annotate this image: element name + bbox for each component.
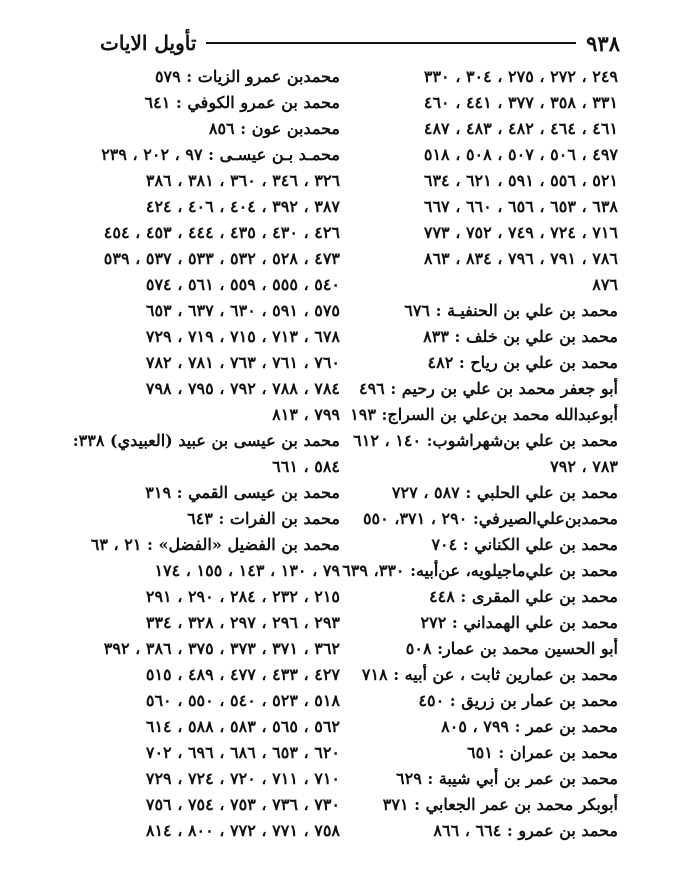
index-entry-line: ٧٩٩ ، ٨١٣ [272, 405, 340, 424]
index-entry-line: محمد بن عمارين ثابت ، عن أبيه : ٧١٨ [361, 665, 618, 684]
index-entry-line: محمد بن الفرات : ٦٤٣ [187, 509, 340, 528]
index-entry-line: ٧١٠ ، ٧١١ ، ٧٢٠ ، ٧٢٤ ، ٧٢٩ [145, 769, 340, 788]
index-entry-line: ٢٤٩ ، ٢٧٢ ، ٢٧٥ ، ٣٠٤ ، ٣٣٠ [423, 67, 618, 86]
page-number: ٩٣٨ [586, 30, 620, 56]
index-entry-line: ٤٢٧ ، ٤٣٣ ، ٤٧٧ ، ٤٨٩ ، ٥١٥ [145, 665, 340, 684]
index-entry-line: ٧١٦ ، ٧٢٤ ، ٧٤٩ ، ٧٥٢ ، ٧٧٣ [423, 223, 618, 242]
index-entry-line: محمد بن عمار بن زريق : ٤٥٠ [418, 691, 618, 710]
header-rule [206, 42, 576, 44]
index-entry-line: محمد بن علي المقرى : ٤٤٨ [429, 587, 618, 606]
index-entry-line: محمد بن علي بن‌شهراشوب: ١٤٠ ، ٦١٢ [353, 431, 618, 450]
index-entry-line: ٣٣١ ، ٣٥٨ ، ٣٧٧ ، ٤٤١ ، ٤٦٠ [423, 93, 618, 112]
index-entry-line: ٦٢٠ ، ٦٥٣ ، ٦٨٦ ، ٦٩٦ ، ٧٠٢ [145, 743, 340, 762]
index-column-right [342, 64, 618, 844]
index-entry-line: أبوعبدالله محمد بن‌علي بن السراج: ١٩٣ [350, 405, 618, 424]
index-entry-line: ٤٢٦ ، ٤٣٠ ، ٤٣٥ ، ٤٤٤ ، ٤٥٣ ، ٤٥٤ [103, 223, 340, 242]
index-entry-line: ٦٧٨ ، ٧١٣ ، ٧١٥ ، ٧١٩ ، ٧٢٩ [145, 327, 340, 346]
index-entry-line: ٦٣٨ ، ٦٥٣ ، ٦٥٦ ، ٦٦٠ ، ٦٦٧ [423, 197, 618, 216]
index-entry-line: ٥٦٢ ، ٥٦٥ ، ٥٨٣ ، ٥٨٨ ، ٦١٤ [145, 717, 340, 736]
index-entry-line: محمد بن عمر : ٧٩٩ ، ٨٠٥ [441, 717, 618, 736]
index-entry-line: ٥٨٤ ، ٦٦١ [272, 457, 340, 476]
index-entry-line: ٥٢١ ، ٥٥٦ ، ٥٩١ ، ٦٢١ ، ٦٣٤ [423, 171, 618, 190]
index-entry-line: ٤٧٣ ، ٥٢٨ ، ٥٣٢ ، ٥٣٣ ، ٥٣٧ ، ٥٣٩ [103, 249, 340, 268]
index-entry-line: محمدبن عون : ٨٥٦ [208, 119, 340, 138]
index-entry-line: ٤٩٧ ، ٥٠٦ ، ٥٠٧ ، ٥٠٨ ، ٥١٨ [423, 145, 618, 164]
index-entry-line: محمد بن عيسى القمي : ٣١٩ [145, 483, 340, 502]
index-entry-line: محمد بن الفضيل «الفضل» : ٢١ ، ٦٣ [90, 535, 340, 554]
running-title: تأويل الايات [100, 31, 197, 55]
index-entry-line: محمـد بـن عيسـى : ٩٧ ، ٢٠٢ ، ٢٣٩ [101, 145, 340, 164]
index-entry-line: ٣٦٢ ، ٣٧١ ، ٣٧٣ ، ٣٧٥ ، ٣٨٦ ، ٣٩٢ [103, 639, 340, 658]
index-entry-line: محمدبن عمرو الزيات : ٥٧٩ [154, 67, 340, 86]
index-entry-line: ٤٦١ ، ٤٦٤ ، ٤٨٢ ، ٤٨٣ ، ٤٨٧ [423, 119, 618, 138]
index-entry-line: ٢٩٣ ، ٢٩٦ ، ٢٩٧ ، ٣٢٨ ، ٣٣٤ [145, 613, 340, 632]
index-entry-line: محمد بن علي بن خلف : ٨٣٣ [423, 327, 618, 346]
index-entry-line: ٧٨٣ ، ٧٩٢ [550, 457, 618, 476]
index-entry-line: محمد بن علي الهمداني : ٢٧٢ [420, 613, 618, 632]
index-entry-line: ٧٥٨ ، ٧٧١ ، ٧٧٢ ، ٨٠٠ ، ٨١٤ [145, 821, 340, 840]
index-entry-line: محمد بن عيسى بن عبيد (العبيدي) ٣٣٨: [72, 431, 340, 450]
index-column-left [72, 64, 340, 844]
index-entry-line: محمدبن‌علي‌الصيرفي: ٢٩٠ ، ٣٧١، ٥٥٠ [362, 509, 618, 528]
index-entry-line: محمد بن علي الحلبي : ٥٨٧ ، ٧٢٧ [391, 483, 618, 502]
index-entry-line: محمد بن علي الكناني : ٧٠٤ [431, 535, 618, 554]
index-entry-line: محمد بن عمر بن أبي شيبة : ٦٢٩ [396, 769, 618, 788]
index-entry-line: محمد بن علي‌ماجيلويه، عن‌أبيه: ٣٣٠، ٦٣٩ [342, 561, 618, 580]
index-entry-line: ٧٩ ، ١٣٠ ، ١٤٣ ، ١٥٥ ، ١٧٤ [154, 561, 340, 580]
index-entry-line: محمد بن عمرو الكوفي : ٦٤١ [144, 93, 340, 112]
index-entry-line: محمد بن عمرو : ٦٦٤ ، ٨٦٦ [433, 821, 618, 840]
index-entry-line: محمد بن علي بن رياح : ٤٨٢ [427, 353, 618, 372]
index-entry-line: ٧٣٠ ، ٧٣٦ ، ٧٥٣ ، ٧٥٤ ، ٧٥٦ [145, 795, 340, 814]
index-entry-line: ٥١٨ ، ٥٢٣ ، ٥٤٠ ، ٥٥٠ ، ٥٦٠ [145, 691, 340, 710]
index-entry-line: محمد بن علي بن الحنفيـة : ٦٧٦ [404, 301, 618, 320]
index-entry-line: ٥٤٠ ، ٥٥٥ ، ٥٥٩ ، ٥٦١ ، ٥٧٤ [145, 275, 340, 294]
index-entry-line: ٨٧٦ [592, 275, 618, 294]
index-entry-line: أبو جعفر محمد بن علي بن رحيم : ٤٩٦ [358, 379, 618, 398]
index-entry-line: أبو الحسين محمد بن عمار: ٥٠٨ [405, 639, 618, 658]
index-entry-line: ٧٦٠ ، ٧٦١ ، ٧٦٣ ، ٧٨١ ، ٧٨٢ [145, 353, 340, 372]
index-entry-line: أبوبكر محمد بن عمر الجعابي : ٣٧١ [382, 795, 618, 814]
index-entry-line: محمد بن عمران : ٦٥١ [467, 743, 618, 762]
index-entry-line: ٥٧٥ ، ٥٩١ ، ٦٣٠ ، ٦٣٧ ، ٦٥٣ [145, 301, 340, 320]
index-entry-line: ٢١٥ ، ٢٣٢ ، ٢٨٤ ، ٢٩٠ ، ٢٩١ [145, 587, 340, 606]
index-entry-line: ٣٨٧ ، ٣٩٢ ، ٤٠٤ ، ٤٠٦ ، ٤٢٤ [145, 197, 340, 216]
page-header [100, 26, 620, 60]
index-entry-line: ٧٨٤ ، ٧٨٨ ، ٧٩٢ ، ٧٩٥ ، ٧٩٨ [145, 379, 340, 398]
index-entry-line: ٧٨٦ ، ٧٩١ ، ٧٩٦ ، ٨٣٤ ، ٨٦٣ [423, 249, 618, 268]
index-entry-line: ٣٢٦ ، ٣٤٦ ، ٣٦٠ ، ٣٨١ ، ٣٨٦ [145, 171, 340, 190]
